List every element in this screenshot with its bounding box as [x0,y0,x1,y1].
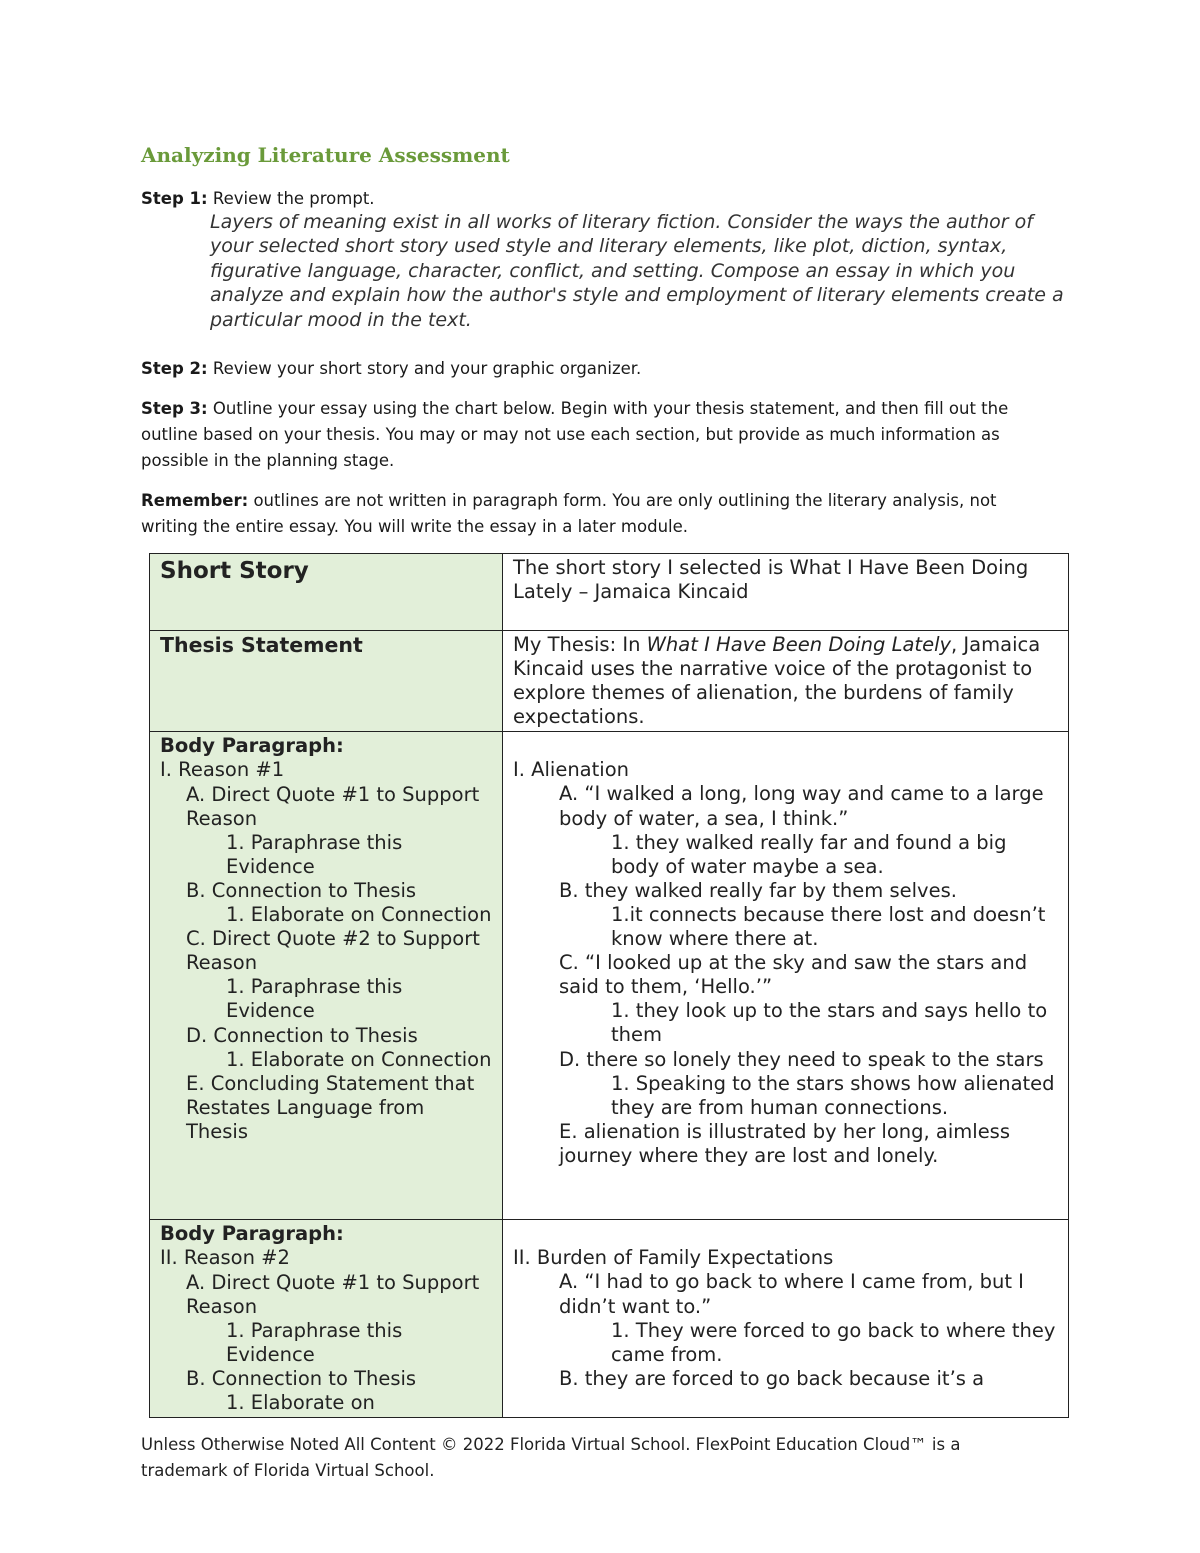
step-3 [141,396,1021,474]
guide-line: B. Connection to Thesis [186,878,417,902]
outline-table [149,553,1069,1418]
essay-prompt: Layers of meaning exist in all works of literary fiction. Consider the ways the author of your selected short story used style and literary elements, like plot, diction, syntax, figurative language, character, conflict, and setting. Compose an essay in which you analyze and explain how the author's style and employment of literary elements create a particular mood in the text. [210,211,1064,331]
step-1-text: Review the prompt. [207,189,375,208]
guide-line: 1. Elaborate on [226,1391,375,1415]
step-1 [141,186,1041,212]
step-3-label: Step 3: [141,399,208,418]
answer-line: C. “I looked up at the sky and saw the stars and said to them, ‘Hello.’” [559,951,1028,999]
body-1-answer-cell [503,732,1069,1220]
answer-line: B. they walked really far by them selves. [559,878,957,902]
table-row-thesis [150,631,1069,732]
guide-line: 1. Elaborate on Connection [226,1047,492,1071]
answer-line: 1. They were forced to go back to where they came from. [611,1318,1056,1366]
remember-note [141,488,1021,540]
guide-line: I. Reason #1 [160,758,285,782]
thesis-prefix: My Thesis: In [513,633,647,656]
answer-line: A. “I had to go back to where I came from, but I didn’t want to.” [559,1270,1024,1318]
short-story-answer-cell [503,554,1069,631]
step-2-text: Review your short story and your graphic organizer. [207,359,642,378]
answer-line: 1. they look up to the stars and says hello to them [611,999,1048,1047]
body-2-heading: Body Paragraph: [160,1222,344,1246]
step-3-text: Outline your essay using the chart below. Begin with your thesis statement, and then fill out the outline based on your thesis. You may or may not use each section, but provide as much information as possible in the planning stage. [141,399,1009,470]
step-2-label: Step 2: [141,359,208,378]
guide-line: B. Connection to Thesis [186,1366,417,1390]
guide-line: 1. Paraphrase this Evidence [226,1318,403,1366]
thesis-label-cell [150,631,503,732]
thesis-story-title: What I Have Been Doing Lately [646,633,952,656]
answer-line: A. “I walked a long, long way and came to a large body of water, a sea, I think.” [559,782,1044,830]
answer-line: 1. they walked really far and found a big body of water maybe a sea. [611,830,1007,878]
step-2 [141,356,1041,382]
guide-line: D. Connection to Thesis [186,1023,418,1047]
body-1-heading: Body Paragraph: [160,734,344,758]
thesis-label: Thesis Statement [160,633,363,657]
guide-line: 1. Elaborate on Connection [226,903,492,927]
guide-line: A. Direct Quote #1 to Support Reason [186,1270,480,1318]
guide-line: E. Concluding Statement that Restates Language from Thesis [186,1071,475,1143]
answer-line: D. there so lonely they need to speak to the stars [559,1047,1044,1071]
table-row-short-story [150,554,1069,631]
thesis-answer-cell [503,631,1069,732]
copyright-footer: Unless Otherwise Noted All Content © 2022 Florida Virtual School. FlexPoint Education Cloud™ is a trademark of Florida Virtual School. [141,1435,961,1480]
guide-line: A. Direct Quote #1 to Support Reason [186,782,480,830]
answer-line: E. alienation is illustrated by her long, aimless journey where they are lost and lonely. [559,1119,1011,1167]
page-title: Analyzing Literature Assessment [141,143,510,167]
guide-line: C. Direct Quote #2 to Support Reason [186,927,480,975]
remember-text: outlines are not written in paragraph form. You are only outlining the literary analysis, not writing the entire essay. You will write the essay in a later module. [141,491,997,536]
answer-line: I. Alienation [513,758,629,782]
short-story-label: Short Story [160,558,309,584]
short-story-answer: The short story I selected is What I Have Been Doing Lately – Jamaica Kincaid [513,556,1029,604]
answer-line: II. Burden of Family Expectations [513,1246,834,1270]
guide-line: 1. Paraphrase this Evidence [226,830,403,878]
table-row-body-1 [150,732,1069,1220]
thesis-suffix: , Jamaica Kincaid uses the narrative voice of the protagonist to explore themes of alienation, the burdens of family expectations. [513,633,1041,729]
body-1-guide-cell [150,732,503,1220]
guide-line: 1. Paraphrase this Evidence [226,975,403,1023]
answer-line: 1.it connects because there lost and doesn’t know where there at. [611,902,1046,951]
remember-label: Remember: [141,491,249,510]
guide-line: II. Reason #2 [160,1246,290,1270]
body-2-guide-cell [150,1220,503,1418]
answer-line: B. they are forced to go back because it’s a [559,1366,985,1390]
body-2-answer-cell [503,1220,1069,1418]
answer-line: 1. Speaking to the stars shows how alienated they are from human connections. [611,1071,1055,1119]
table-row-body-2 [150,1220,1069,1418]
step-1-label: Step 1: [141,189,208,208]
short-story-label-cell [150,554,503,631]
